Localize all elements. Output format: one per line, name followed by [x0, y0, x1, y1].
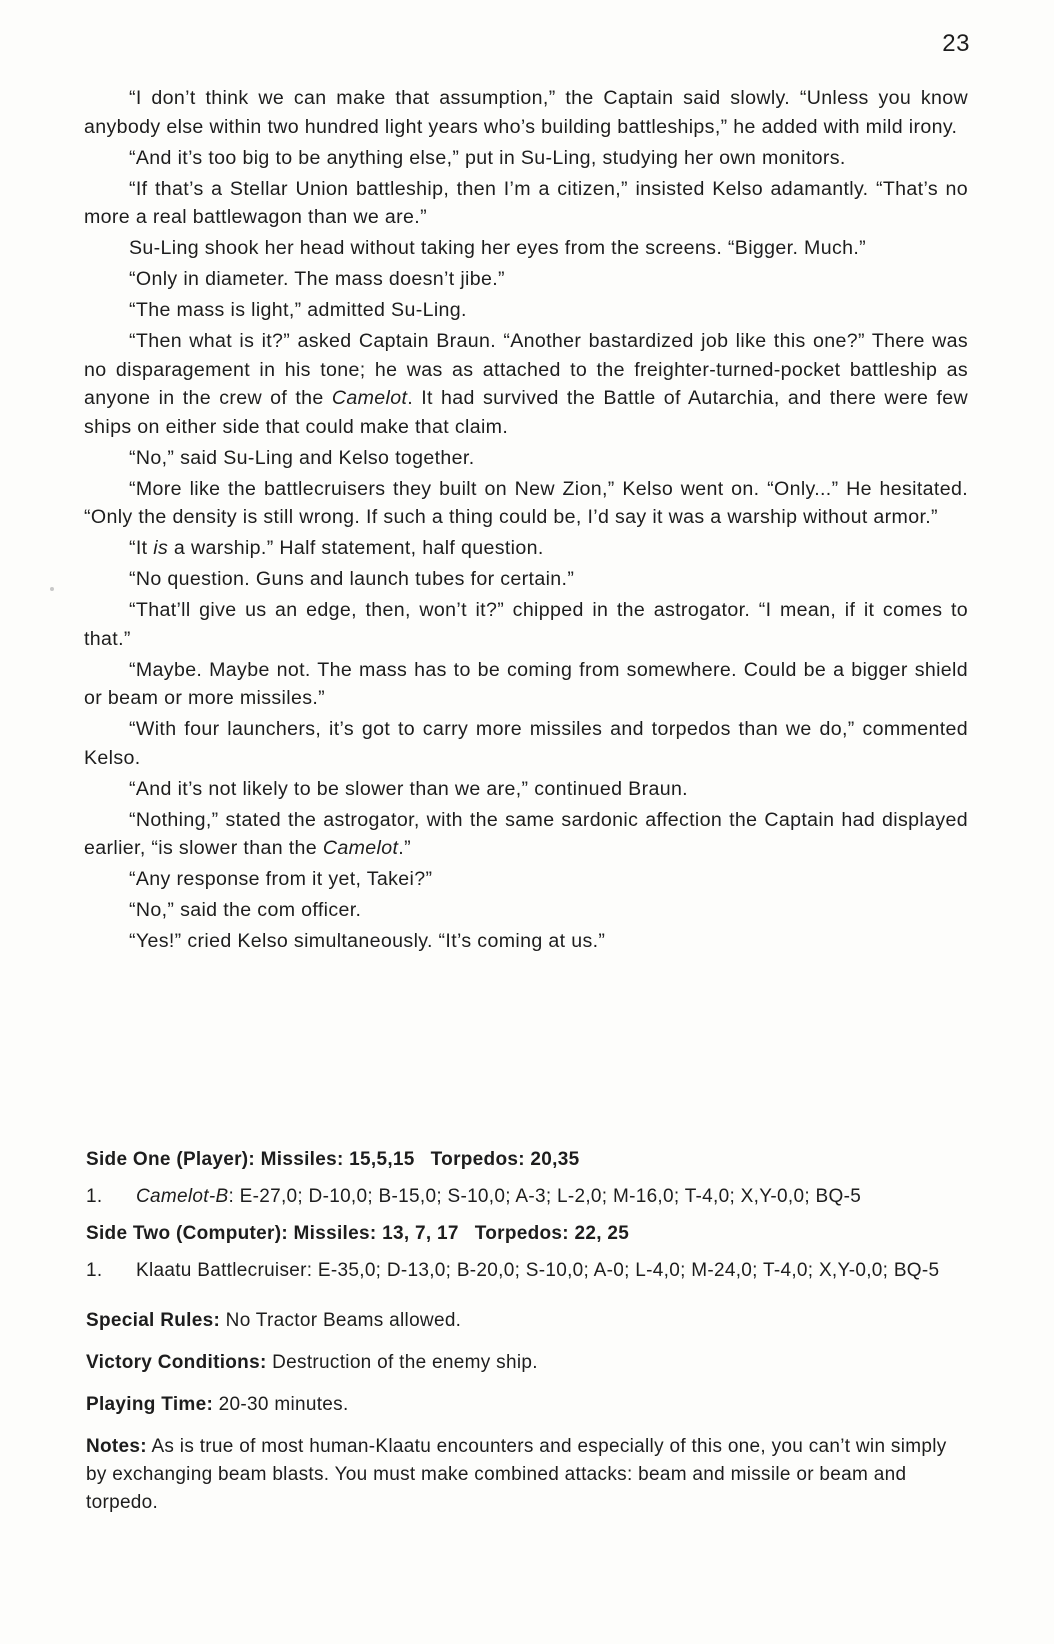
story-paragraph: “No,” said the com officer. [129, 899, 362, 921]
emphasis-italic: is [153, 537, 169, 559]
story-paragraph: “The mass is light,” admitted Su-Ling. [129, 299, 467, 321]
notes: Notes: As is true of most human-Klaatu encounters and especially of this one, you can’t win simply by exchanging beam blasts. You must make combined attacks: beam and missile or beam and torpedo. [86, 1436, 947, 1513]
ship-number: 1. [86, 1186, 103, 1207]
story-paragraph: “Then what is it?” asked Captain Braun. “Another bastardized job like this one?” There was no disparagement in his tone; he was as attached to the freighter-turned-pocket battleship as anyone in the crew of the Camelot. It had survived the Battle of Autarchia, and there were few ships on either side that could make that claim. [84, 330, 968, 438]
story-paragraph: Su-Ling shook her head without taking her eyes from the screens. “Bigger. Much.” [129, 237, 867, 259]
special-rules: Special Rules: No Tractor Beams allowed. [86, 1310, 462, 1331]
scan-speck [50, 587, 54, 591]
ship-number: 1. [86, 1260, 103, 1281]
story-paragraph: “No,” said Su-Ling and Kelso together. [129, 446, 475, 469]
story-paragraph: “Nothing,” stated the astrogator, with the same sardonic affection the Captain had displayed earlier, “is slower than the Camelot.” [84, 808, 968, 859]
ship-name-italic: Camelot [322, 837, 399, 859]
story-paragraph: “And it’s not likely to be slower than we are,” continued Braun. [129, 777, 688, 800]
story-paragraph: “With four launchers, it’s got to carry more missiles and torpedos than we do,” commented Kelso. [84, 718, 968, 769]
side-two-heading: Side Two (Computer): Missiles: 13, 7, 17 Torpedos: 22, 25 [86, 1223, 630, 1244]
story-paragraph: “If that’s a Stellar Union battleship, then I’m a citizen,” insisted Kelso adamantly. “That’s no more a real battlewagon than we are.” [84, 177, 968, 228]
page-number: 23 [942, 30, 970, 57]
ship-stats: Klaatu Battlecruiser: E-35,0; D-13,0; B-20,0; S-10,0; A-0; L-4,0; M-24,0; T-4,0; X,Y-0,0; BQ-5 [136, 1260, 940, 1281]
playing-time: Playing Time: 20-30 minutes. [86, 1394, 349, 1415]
side-one-heading: Side One (Player): Missiles: 15,5,15 Torpedos: 20,35 [86, 1149, 580, 1170]
story-paragraph: “Yes!” cried Kelso simultaneously. “It’s coming at us.” [129, 930, 606, 952]
story-paragraph: “Maybe. Maybe not. The mass has to be coming from somewhere. Could be a bigger shield or beam or more missiles.” [84, 658, 968, 709]
story-paragraph: “Any response from it yet, Takei?” [129, 868, 433, 890]
story-paragraph: “And it’s too big to be anything else,” put in Su-Ling, studying her own monitors. [129, 146, 846, 169]
side-one-ship [86, 1183, 970, 1211]
story-paragraph: “It is a warship.” Half statement, half question. [129, 537, 544, 559]
scenario-stats [86, 1147, 970, 1517]
story-paragraph: “Only in diameter. The mass doesn’t jibe.” [129, 268, 505, 290]
story-paragraph: “That’ll give us an edge, then, won’t it?” chipped in the astrogator. “I mean, if it comes to that.” [84, 599, 968, 650]
story-paragraph: “I don’t think we can make that assumption,” the Captain said slowly. “Unless you know anybody else within two hundred light years who’s building battleships,” he added with mild irony. [84, 87, 968, 138]
victory-conditions: Victory Conditions: Destruction of the enemy ship. [86, 1352, 538, 1373]
story-text [84, 84, 968, 958]
story-paragraph: “More like the battlecruisers they built on New Zion,” Kelso went on. “Only...” He hesitated. “Only the density is still wrong. If such a thing could be, I’d say it was a warship without armor.” [84, 477, 968, 528]
ship-stats: Camelot-B: E-27,0; D-10,0; B-15,0; S-10,0; A-3; L-2,0; M-16,0; T-4,0; X,Y-0,0; BQ-5 [136, 1186, 862, 1207]
story-paragraph: “No question. Guns and launch tubes for certain.” [129, 568, 575, 590]
side-two-ship [86, 1257, 970, 1285]
ship-name-italic: Camelot [331, 387, 408, 409]
